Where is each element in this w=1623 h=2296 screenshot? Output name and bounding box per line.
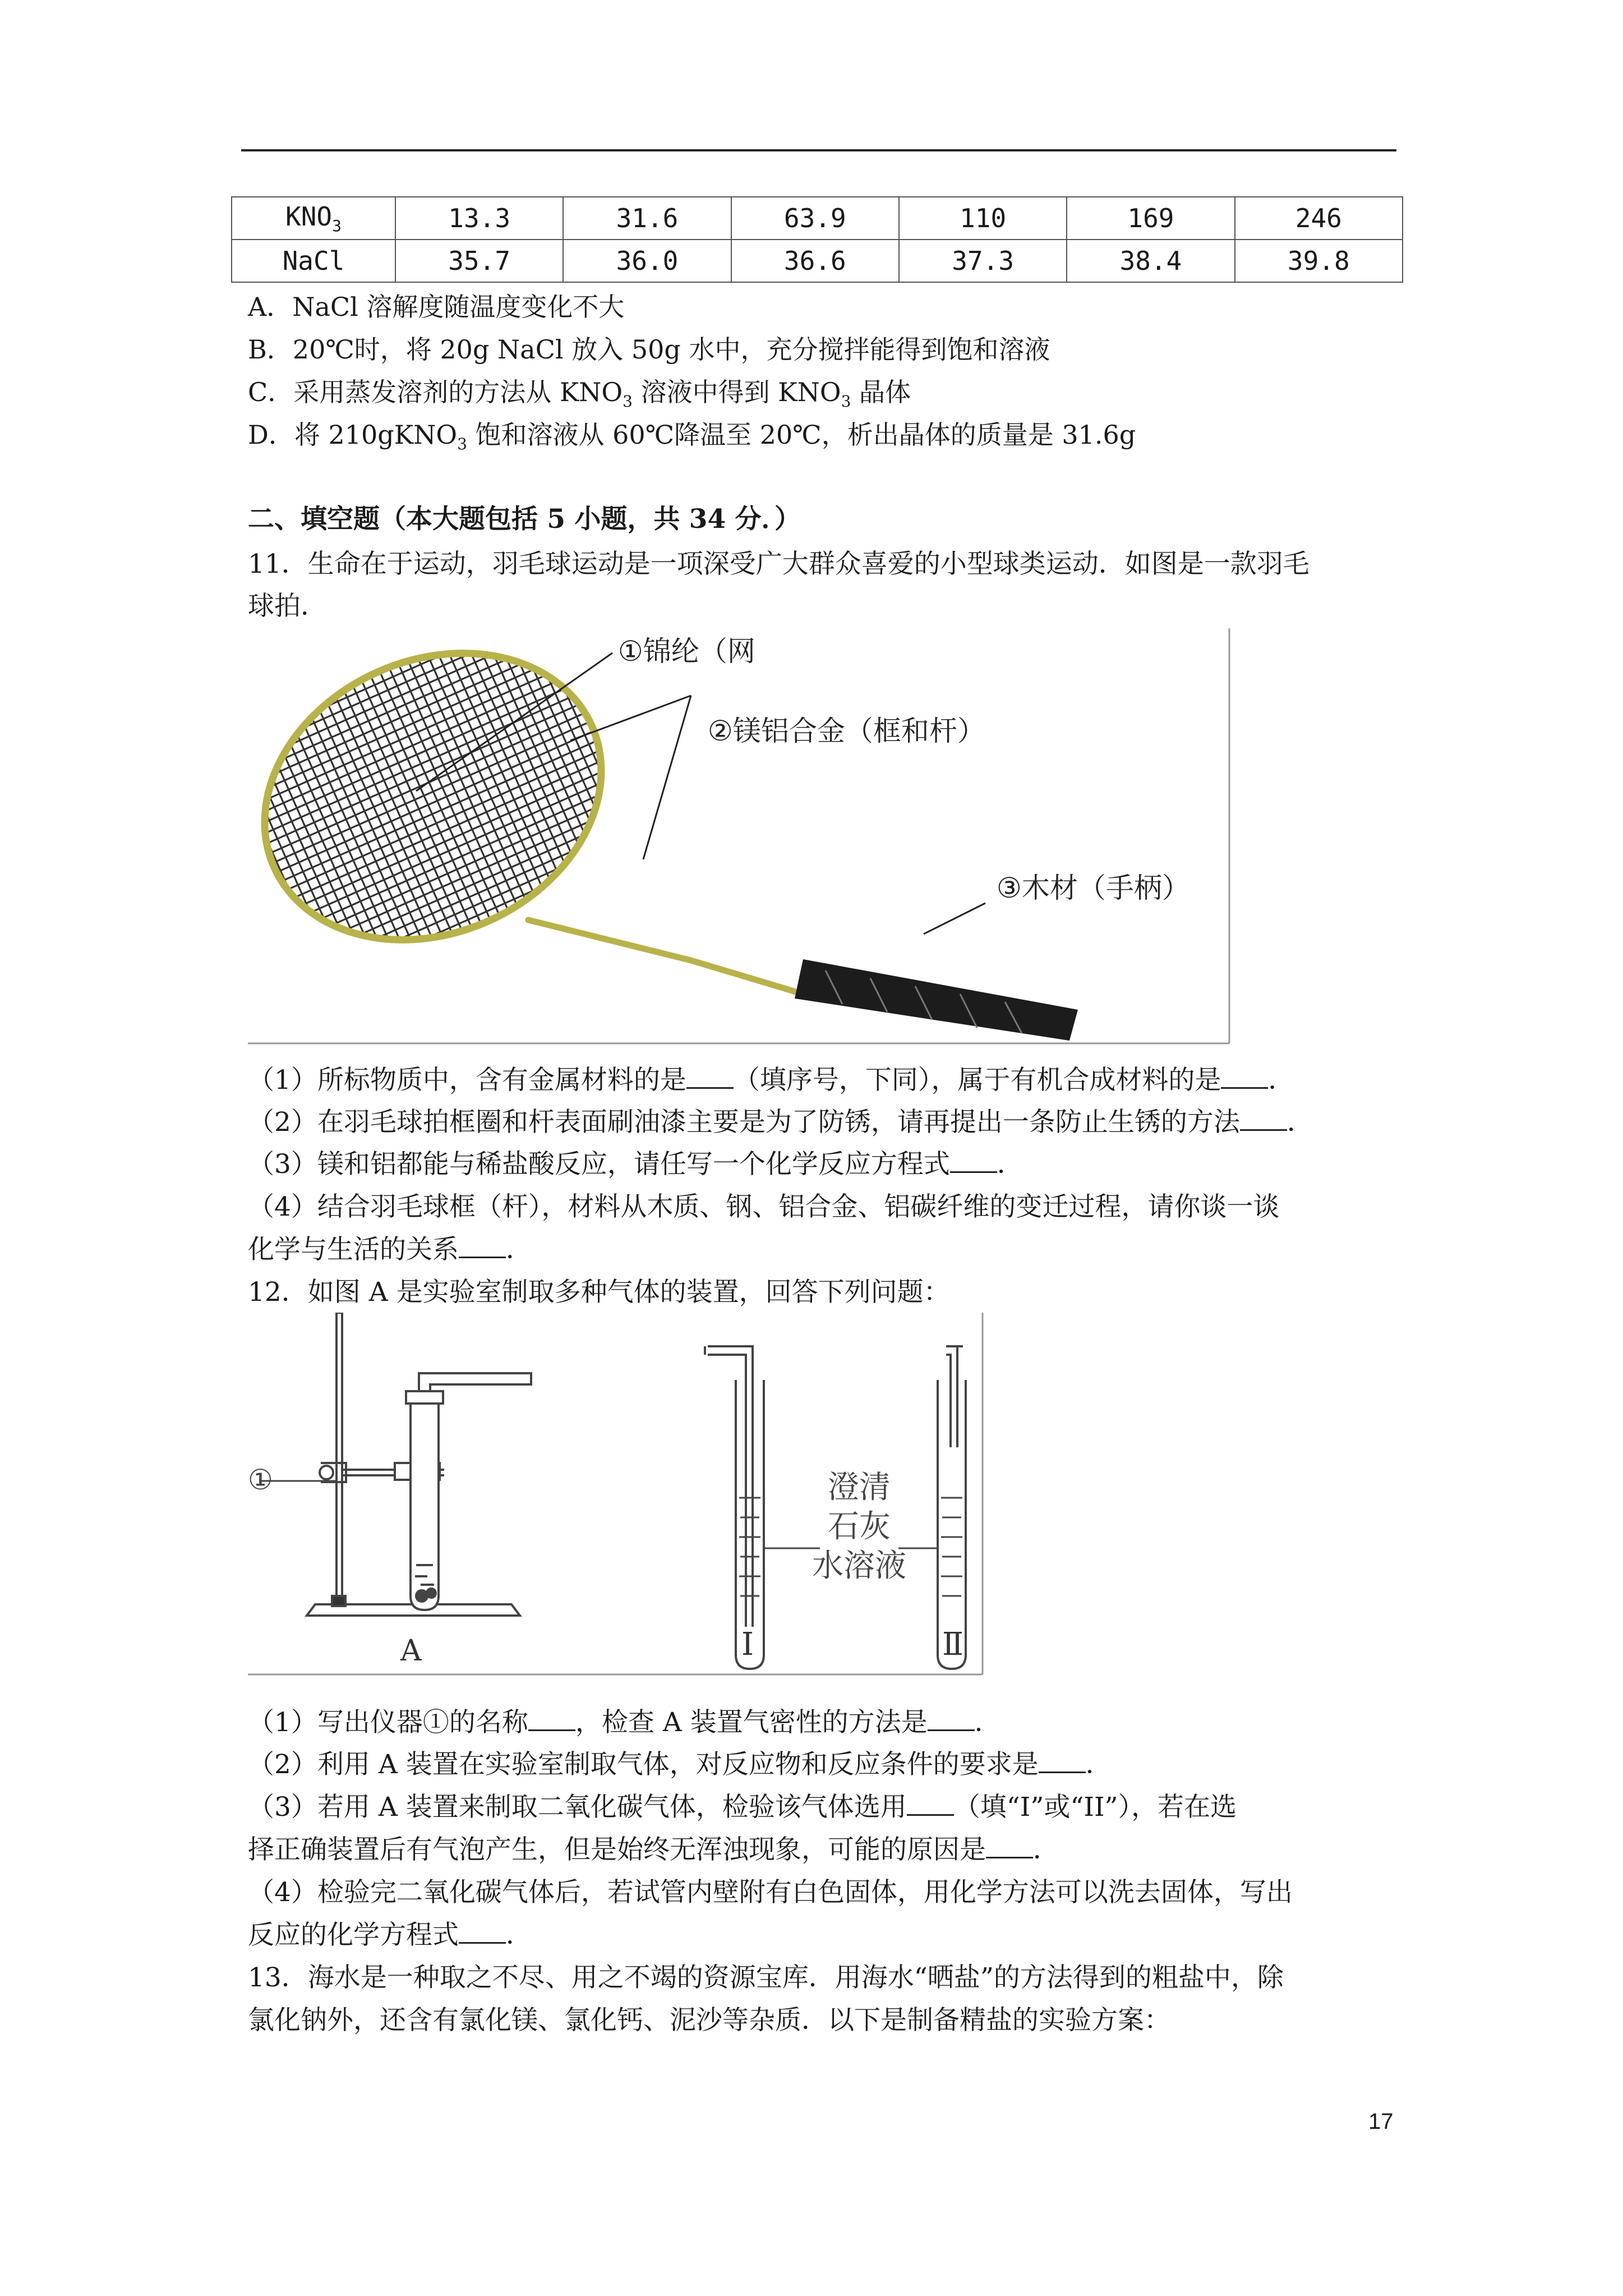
tube-ii-liquid (941, 1498, 962, 1596)
tube-i-liquid (739, 1498, 760, 1596)
label-wood: ③木材（手柄） (997, 872, 1190, 904)
leader-line (924, 903, 985, 934)
q11-part3: （3）镁和铝都能与稀盐酸反应，请任写一个化学反应方程式 ． (248, 1149, 1023, 1180)
q11-stem: 11．生命在于运动，羽毛球运动是一项深受广大群众喜爱的小型球类运动．如图是一款羽毛 (248, 549, 1310, 579)
table-cell: $KNO_3$ (232, 197, 395, 240)
label-tube-i: Ⅰ (741, 1626, 754, 1663)
tube-ii (938, 1346, 966, 1669)
badminton-racket-figure (248, 628, 1235, 1049)
apparatus-a (307, 1313, 531, 1616)
table-row (232, 197, 1403, 240)
racket-handle (795, 959, 1078, 1041)
q12-part2: （2）利用 A 装置在实验室制取气体，对反应物和反应条件的要求是 ． (248, 1749, 1112, 1780)
table-cell: 13.3 (395, 197, 563, 240)
q12-part3-cont: 择正确装置后有气泡产生，但是始终无浑浊现象，可能的原因是 ． (248, 1834, 1059, 1865)
table-cell: 36.0 (563, 240, 731, 282)
label-instrument-1: ① (248, 1464, 273, 1496)
table-cell: 63.9 (731, 197, 899, 240)
lime-water-label: 澄清 (828, 1469, 891, 1506)
table-cell: 31.6 (563, 197, 731, 240)
leader-line (643, 696, 691, 859)
lime-water-label: 水溶液 (812, 1548, 906, 1584)
label-a: A (400, 1634, 422, 1668)
racket-shaft (528, 920, 814, 997)
table-cell: 110 (899, 197, 1067, 240)
table-cell: 169 (1067, 197, 1234, 240)
q12-stem: 12．如图 A 是实验室制取多种气体的装置，回答下列问题： (248, 1277, 950, 1308)
table-cell: 38.4 (1067, 240, 1234, 282)
header-rule (241, 149, 1396, 151)
q11-part4: （4）结合羽毛球框（杆），材料从木质、钢、铝合金、铝碳纤维的变迁过程，请你谈一谈 (248, 1191, 1280, 1222)
q12-part1: （1）写出仪器①的名称 ，检查 A 装置气密性的方法是 ． (248, 1707, 1001, 1738)
table-cell: 35.7 (395, 240, 563, 282)
q11-stem-cont: 球拍． (248, 591, 327, 622)
q13-stem: 13．海水是一种取之不尽、用之不竭的资源宝库．用海水“晒盐”的方法得到的粗盐中，除 (248, 1962, 1284, 1993)
section-heading: 二、填空题（本大题包括 5 小题，共 34 分．） (248, 504, 801, 535)
table-cell: 39.8 (1235, 240, 1403, 282)
racket-string (248, 634, 563, 784)
table-row (232, 240, 1403, 282)
q12-part3: （3）若用 A 装置来制取二氧化碳气体，检验该气体选用 （填“I”或“II”），若在选 (248, 1792, 1237, 1823)
table-cell: NaCl (232, 240, 395, 282)
q12-part4-cont: 反应的化学方程式 ． (248, 1920, 532, 1950)
option-c: C．采用蒸发溶剂的方法从 $KNO_3$ 溶液中得到 $KNO_3$ 晶体 (248, 377, 911, 411)
lime-water-label: 石灰 (828, 1508, 891, 1545)
option-a: A．NaCl 溶解度随温度变化不大 (248, 292, 625, 322)
solubility-table (231, 196, 1403, 283)
label-tube-ii: Ⅱ (942, 1626, 964, 1663)
q11-part2: （2）在羽毛球拍框圈和杆表面刷油漆主要是为了防锈，请再提出一条防止生锈的方法 ． (248, 1107, 1313, 1138)
q11-part4-cont: 化学与生活的关系 ． (248, 1234, 532, 1265)
q13-stem-cont: 氯化钠外，还含有氯化镁、氯化钙、泥沙等杂质．以下是制备精盐的实验方案： (248, 2005, 1170, 2036)
table-cell: 37.3 (899, 240, 1067, 282)
q12-part4: （4）检验完二氧化碳气体后，若试管内壁附有白色固体，用化学方法可以洗去固体，写出 (248, 1877, 1293, 1908)
q11-part1: （1）所标物质中，含有金属材料的是 （填序号，下同），属于有机合成材料的是 ． (248, 1065, 1295, 1096)
gas-apparatus-figure (248, 1313, 988, 1677)
page-number: 17 (1368, 2109, 1394, 2134)
label-alloy: ②镁铝合金（框和杆） (708, 715, 985, 747)
racket-string (248, 724, 356, 991)
table-cell: 246 (1235, 197, 1403, 240)
option-d: D．将 210gKNO$_3$ 饱和溶液从 60℃降温至 20℃，析出晶体的质量是 31.6g (248, 420, 1136, 454)
table-cell: 36.6 (731, 240, 899, 282)
tube-i (705, 1346, 764, 1669)
label-nylon: ①锦纶（网 (618, 635, 755, 668)
option-b: B．20℃时，将 20g NaCl 放入 50g 水中，充分搅拌能得到饱和溶液 (248, 334, 1050, 365)
